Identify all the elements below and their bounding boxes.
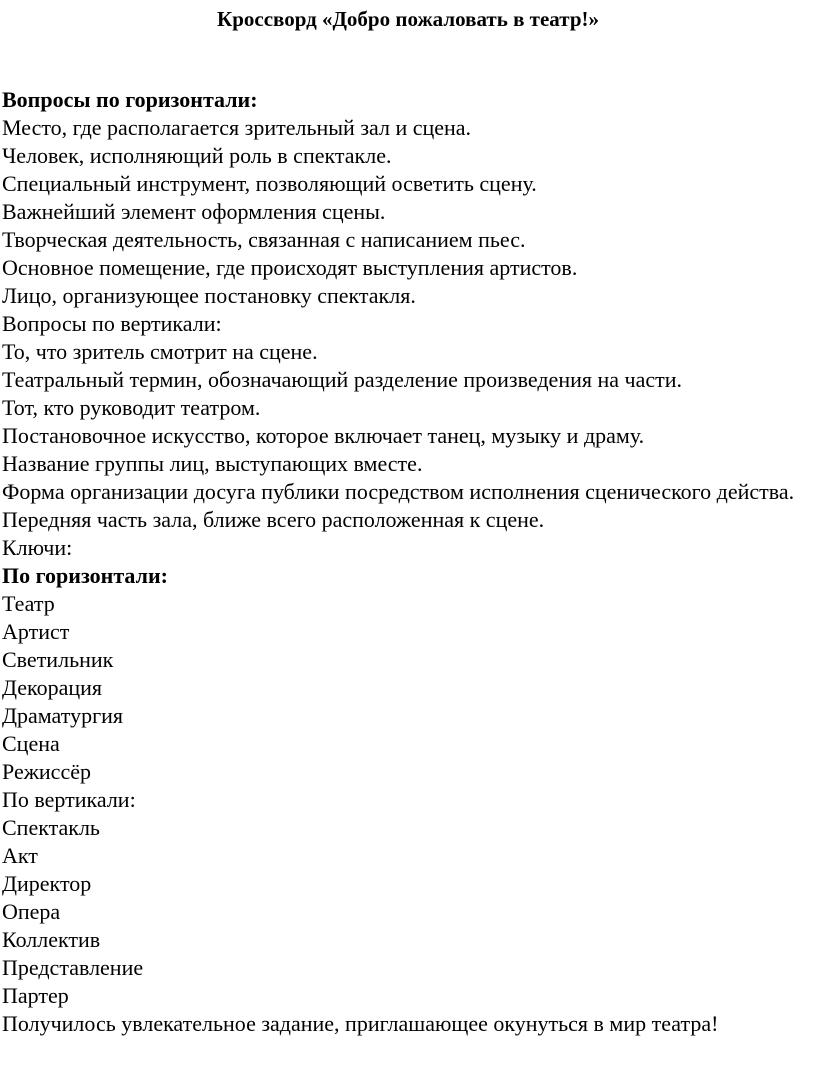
- key-vertical-1: Спектакль: [2, 815, 100, 840]
- horizontal-question-4: Важнейший элемент оформления сцены.: [2, 199, 386, 224]
- key-vertical-5: Коллектив: [2, 927, 101, 952]
- document-body: [2, 86, 814, 1038]
- keys-vertical-heading: По вертикали:: [2, 787, 136, 812]
- horizontal-question-7: Лицо, организующее постановку спектакля.: [2, 283, 416, 308]
- horizontal-question-2: Человек, исполняющий роль в спектакле.: [2, 143, 392, 168]
- horizontal-question-1: Место, где располагается зрительный зал и сцена.: [2, 115, 472, 140]
- vertical-questions-heading: Вопросы по вертикали:: [2, 311, 222, 336]
- key-vertical-2: Акт: [2, 843, 38, 868]
- vertical-question-6: Форма организации досуга публики посредством исполнения сценического действа.: [2, 479, 795, 504]
- horizontal-questions-heading: Вопросы по горизонтали:: [2, 87, 258, 112]
- keys-heading: Ключи:: [2, 535, 73, 560]
- vertical-question-7: Передняя часть зала, ближе всего расположенная к сцене.: [2, 507, 545, 532]
- key-horizontal-4: Декорация: [2, 675, 103, 700]
- horizontal-question-6: Основное помещение, где происходят выступления артистов.: [2, 255, 578, 280]
- key-horizontal-2: Артист: [2, 619, 70, 644]
- key-horizontal-5: Драматургия: [2, 703, 123, 728]
- vertical-question-1: То, что зритель смотрит на сцене.: [2, 339, 318, 364]
- key-horizontal-6: Сцена: [2, 731, 60, 756]
- vertical-question-5: Название группы лиц, выступающих вместе.: [2, 451, 423, 476]
- keys-horizontal-heading: По горизонтали:: [2, 563, 168, 588]
- horizontal-question-3: Специальный инструмент, позволяющий осветить сцену.: [2, 171, 537, 196]
- key-horizontal-1: Театр: [2, 591, 55, 616]
- vertical-question-4: Постановочное искусство, которое включает танец, музыку и драму.: [2, 423, 645, 448]
- closing-sentence: Получилось увлекательное задание, приглашающее окунуться в мир театра!: [2, 1011, 719, 1036]
- key-horizontal-3: Светильник: [2, 647, 114, 672]
- key-vertical-3: Директор: [2, 871, 92, 896]
- key-vertical-7: Партер: [2, 983, 69, 1008]
- document-title: Кроссворд «Добро пожаловать в театр!»: [216, 7, 600, 31]
- key-vertical-6: Представление: [2, 955, 144, 980]
- vertical-question-3: Тот, кто руководит театром.: [2, 395, 261, 420]
- vertical-question-2: Театральный термин, обозначающий разделение произведения на части.: [2, 367, 683, 392]
- key-horizontal-7: Режиссёр: [2, 759, 91, 784]
- horizontal-question-5: Творческая деятельность, связанная с написанием пьес.: [2, 227, 526, 252]
- key-vertical-4: Опера: [2, 899, 61, 924]
